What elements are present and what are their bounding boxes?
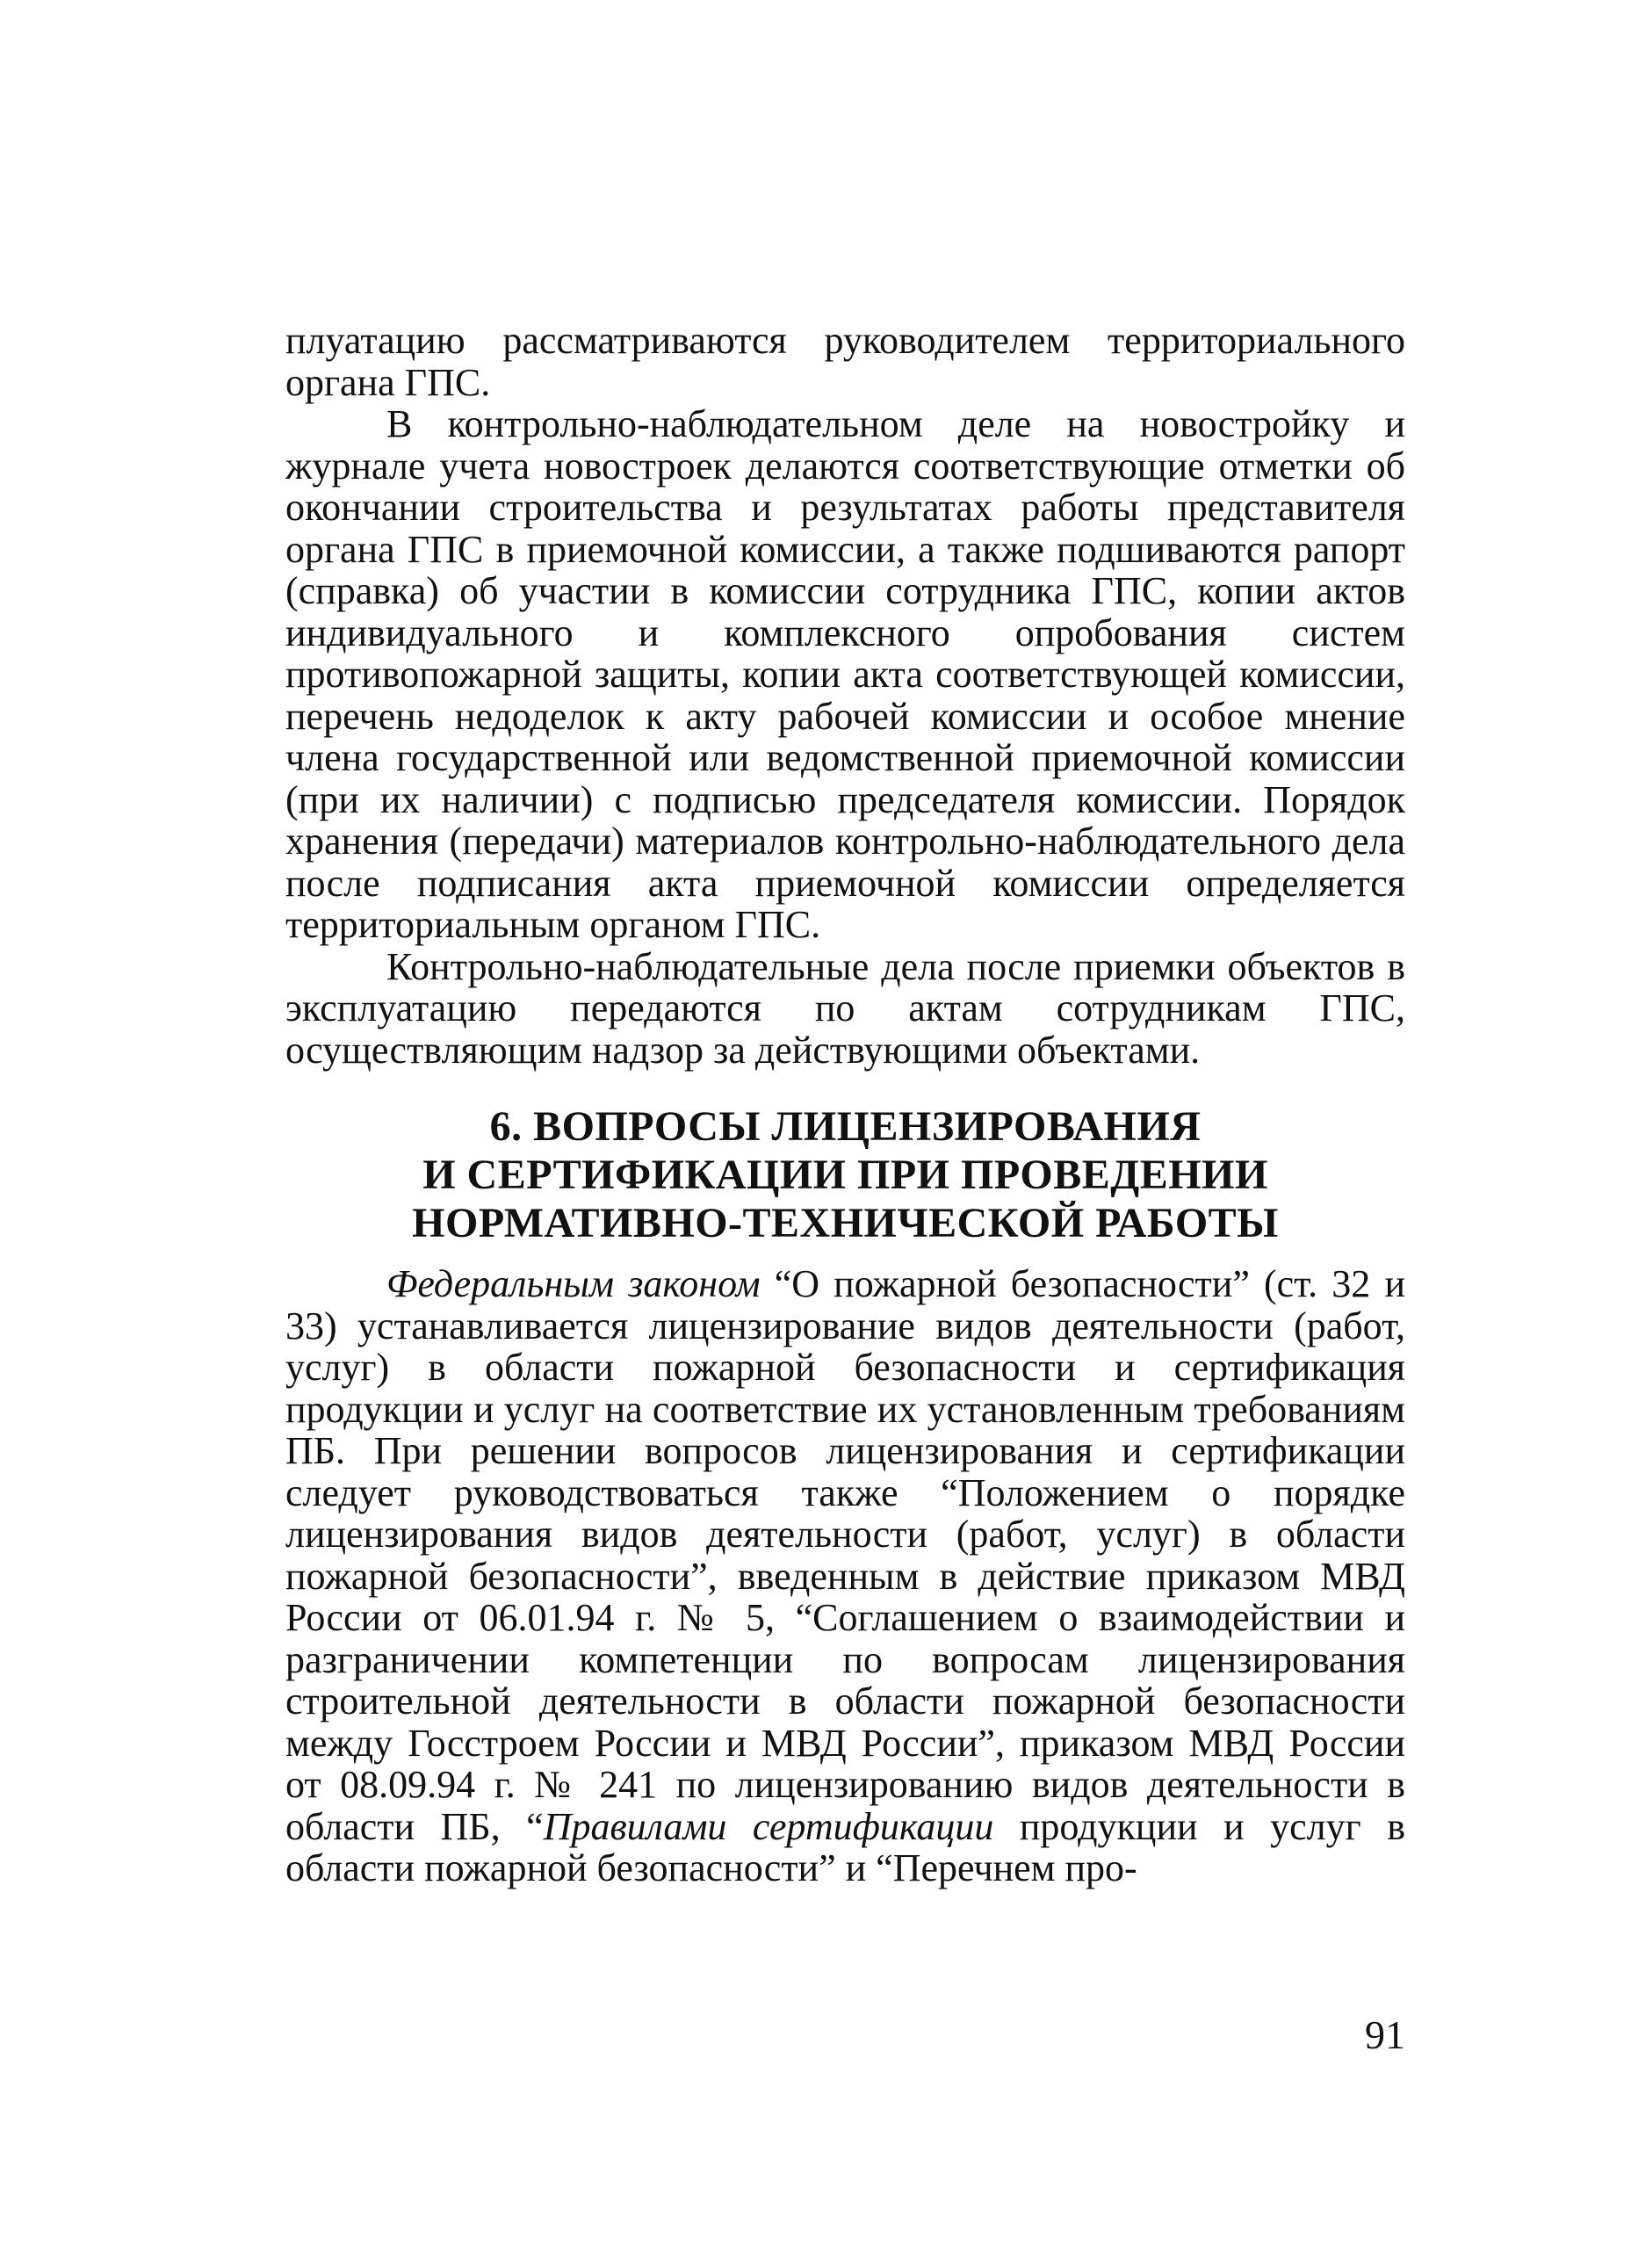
italic-federal-law: Федеральным законом: [386, 1262, 761, 1305]
section-heading-line-2: И СЕРТИФИКАЦИИ ПРИ ПРОВЕДЕНИИ: [422, 1152, 1268, 1198]
italic-certification-rules: Правилами сертификации: [543, 1804, 994, 1848]
paragraph-licensing-text-b: продукции и услуг в области пожарной безопасности” и “Перечнем про-: [285, 1804, 1405, 1889]
paragraph-licensing: [285, 1263, 1405, 1889]
section-heading: [285, 1102, 1405, 1247]
paragraph-control-case: В контрольно-наблюдательном деле на новостройку и журнале учета новостроек делаются соответствующие отметки об окончании строительства и результатах работы представителя органа ГПС в приемочной комиссии, а также подшиваются рапорт (справка) об участии в комиссии сотрудника ГПС, копии актов индивидуального и комплексного опробования систем противопожарной защиты, копии акта соответствующей комиссии, перечень недоделок к акту рабочей комиссии и особое мнение члена государственной или ведомственной приемочной комиссии (при их наличии) с подписью председателя комиссии. Порядок хранения (передачи) материалов контрольно-наблюдательного дела после подписания акта приемочной комиссии определяется территориальным органом ГПС.: [285, 402, 1405, 946]
text-section-2: [285, 1263, 1405, 1889]
paragraph-continuation: плуатацию рассматриваются руководителем территориального органа ГПС.: [285, 319, 1405, 404]
section-heading-line-1: 6. ВОПРОСЫ ЛИЦЕНЗИРОВАНИЯ: [489, 1103, 1202, 1150]
paragraph-case-transfer: Контрольно-наблюдательные дела после приемки объектов в эксплуатацию передаются по актам сотрудникам ГПС, осуществляющим надзор за действующими объектами.: [285, 944, 1405, 1072]
section-heading-line-3: НОРМАТИВНО-ТЕХНИЧЕСКОЙ РАБОТЫ: [412, 1200, 1279, 1246]
page-number: 91: [1365, 2012, 1405, 2057]
paragraph-licensing-text-a: “О пожарной безопасности” (ст. 32 и 33) устанавливается лицензирование видов деятельности (работ, услуг) в области пожарной безопасности и сертификация продукции и услуг на соответствие их установленным требованиям ПБ. При решении вопросов лицензирования и сертификации следует руководствоваться также “Положением о порядке лицензирования видов деятельности (работ, услуг) в области пожарной безопасности”, введенным в действие приказом МВД России от 06.01.94 г. № 5, “Соглашением о взаимодействии и разграничении компетенции по вопросам лицензирования строительной деятельности в области пожарной безопасности между Госстроем России и МВД России”, приказом МВД России от 08.09.94 г. № 241 по лицензированию видов деятельности в области ПБ, “: [285, 1262, 1405, 1848]
text-section-1: [285, 320, 1405, 1071]
